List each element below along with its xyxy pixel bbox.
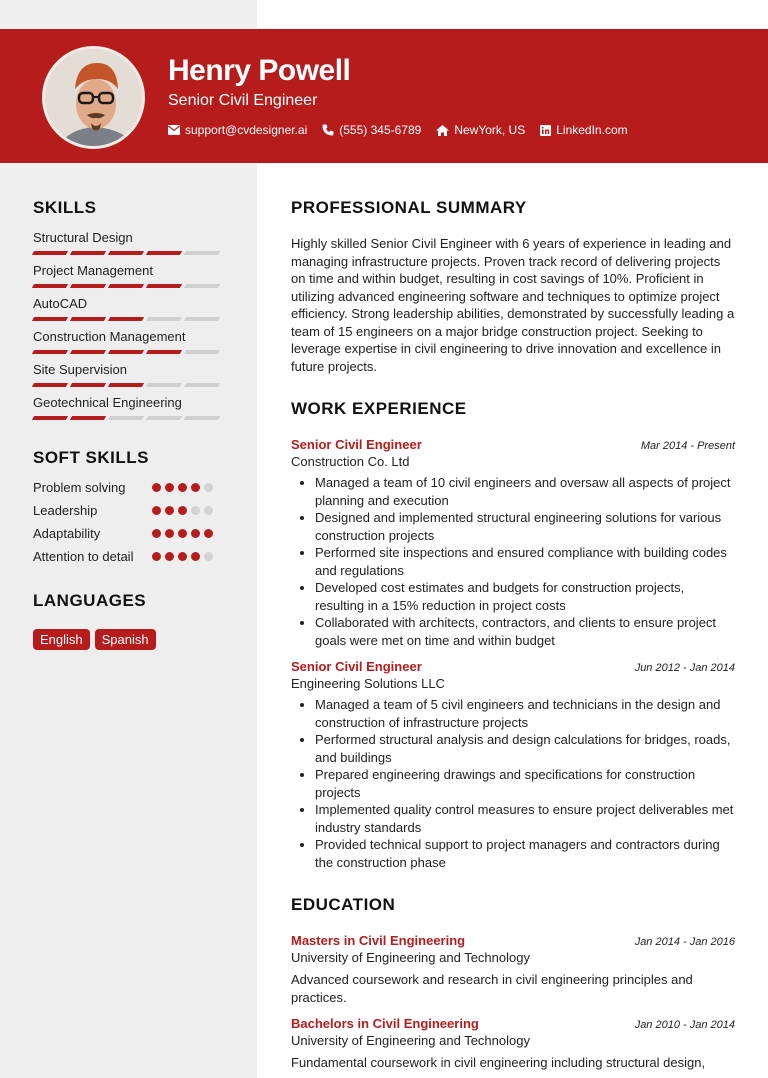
skill-bar-segment — [184, 251, 220, 255]
soft-skill-rating — [152, 483, 213, 496]
skill-label: Structural Design — [33, 230, 133, 245]
skill-bar-segment — [32, 350, 68, 354]
job-bullets — [291, 474, 735, 649]
skills-list — [33, 230, 223, 420]
skill-label: AutoCAD — [33, 296, 88, 311]
soft-skill-rating — [152, 552, 213, 565]
avatar — [42, 46, 145, 149]
rating-dot — [204, 506, 213, 515]
skill-bar — [33, 317, 223, 321]
skill-bar — [33, 383, 223, 387]
contact-email[interactable] — [168, 123, 307, 137]
skill-label: Site Supervision — [33, 362, 127, 377]
rating-dot — [178, 529, 187, 538]
contact-location[interactable] — [436, 123, 525, 137]
list-item: • Designed and implemented structural engineering solutions for various construction projects — [315, 509, 735, 544]
job-title: Senior Civil Engineer — [291, 437, 422, 452]
rating-dot — [204, 552, 213, 561]
list-item: • Provided technical support to project managers and contractors during the construction phase — [315, 836, 735, 871]
job-header — [291, 659, 735, 674]
skill-bar-segment — [184, 350, 220, 354]
skill-item — [33, 395, 223, 420]
soft-skill-label: Adaptability — [33, 526, 101, 541]
list-item: • Developed cost estimates and budgets for construction projects, resulting in a 15% reduction in project costs — [315, 579, 735, 614]
rating-dot — [165, 483, 174, 492]
education-header — [291, 1016, 735, 1031]
home-icon — [436, 125, 449, 136]
skill-bar-segment — [108, 416, 144, 420]
summary-heading: PROFESSIONAL SUMMARY — [291, 198, 527, 217]
skill-item — [33, 230, 223, 255]
soft-skill-label: Leadership — [33, 503, 98, 518]
job-date: Jun 2012 - Jan 2014 — [634, 662, 735, 674]
skill-bar-segment — [108, 383, 144, 387]
education-entry — [291, 933, 735, 1006]
skill-bar-segment — [70, 350, 106, 354]
skill-bar-segment — [184, 317, 220, 321]
rating-dot — [191, 483, 200, 492]
skill-bar — [33, 251, 223, 255]
skill-bar-segment — [108, 251, 144, 255]
list-item: • Collaborated with architects, contractors, and clients to ensure project goals were met on time and within budget — [315, 614, 735, 649]
skill-bar-segment — [184, 383, 220, 387]
education-description: Fundamental coursework in civil engineering including structural design, — [291, 1055, 706, 1070]
rating-dot — [165, 552, 174, 561]
skill-bar-segment — [184, 284, 220, 288]
rating-dot — [165, 506, 174, 515]
job-entry — [291, 437, 735, 649]
rating-dot — [191, 506, 200, 515]
summary-text: Highly skilled Senior Civil Engineer with 6 years of experience in leading and managing infrastructure projects. Proven track record of delivering projects on time and within budget, resulting in cost savings of 10%. Proficient in utilizing advanced engineering software and techniques to optimize project efficiency. Strong leadership abilities, demonstrated by successfully leading a team of 15 engineers on a major bridge construction project. Seeking to leverage expertise in civil engineering to drive innovation and excellence in future projects. — [291, 236, 735, 374]
rating-dot — [178, 506, 187, 515]
skill-bar-segment — [32, 383, 68, 387]
skill-bar-segment — [146, 317, 182, 321]
contact-email-text: support@cvdesigner.ai — [185, 123, 308, 137]
list-item: • Prepared engineering drawings and specifications for construction projects — [315, 766, 735, 801]
education-description: Advanced coursework and research in civil engineering principles and practices. — [291, 972, 693, 1005]
soft-skill-rating — [152, 506, 213, 519]
experience-heading: WORK EXPERIENCE — [291, 399, 467, 418]
list-item: • Performed site inspections and ensured compliance with building codes and regulations — [315, 544, 735, 579]
skill-bar-segment — [70, 383, 106, 387]
soft-skill-rating — [152, 529, 213, 542]
rating-dot — [178, 483, 187, 492]
skill-bar-segment — [70, 251, 106, 255]
candidate-title: Senior Civil Engineer — [168, 92, 318, 109]
skill-bar-segment — [108, 284, 144, 288]
skill-bar-segment — [108, 350, 144, 354]
contact-location-text: NewYork, US — [454, 123, 526, 137]
list-item: • Managed a team of 10 civil engineers and oversaw all aspects of project planning and execution — [315, 474, 735, 509]
soft-skill-label: Attention to detail — [33, 549, 134, 564]
skill-bar-segment — [146, 251, 182, 255]
rating-dot — [152, 483, 161, 492]
job-company: Engineering Solutions LLC — [291, 676, 445, 691]
language-badge: English — [33, 629, 90, 650]
skill-bar-segment — [32, 317, 68, 321]
soft-skills-list — [33, 480, 223, 565]
skill-bar-segment — [146, 416, 182, 420]
education-heading: EDUCATION — [291, 895, 396, 914]
rating-dot — [204, 483, 213, 492]
contact-linkedin-text: LinkedIn.com — [556, 123, 628, 137]
list-item: • Implemented quality control measures to ensure project deliverables met industry standards — [315, 801, 735, 836]
job-header — [291, 437, 735, 452]
soft-skills-heading: SOFT SKILLS — [33, 448, 149, 467]
skill-item — [33, 362, 223, 387]
languages-list — [33, 629, 223, 650]
education-date: Jan 2014 - Jan 2016 — [634, 936, 735, 948]
education-entry — [291, 1016, 735, 1072]
linkedin-icon — [540, 125, 551, 136]
rating-dot — [191, 552, 200, 561]
school-name: University of Engineering and Technology — [291, 950, 530, 965]
soft-skill-label: Problem solving — [33, 480, 126, 495]
skill-bar-segment — [70, 416, 106, 420]
contact-phone[interactable] — [322, 123, 421, 137]
candidate-name: Henry Powell — [168, 54, 351, 87]
skill-bar-segment — [146, 350, 182, 354]
job-bullets — [291, 696, 735, 871]
contact-linkedin[interactable] — [540, 123, 627, 137]
rating-dot — [165, 529, 174, 538]
soft-skill-item — [33, 526, 223, 542]
skills-heading: SKILLS — [33, 198, 97, 217]
skill-bar-segment — [146, 284, 182, 288]
school-name: University of Engineering and Technology — [291, 1033, 530, 1048]
rating-dot — [204, 529, 213, 538]
envelope-icon — [168, 125, 180, 135]
degree-title: Masters in Civil Engineering — [291, 933, 466, 948]
skill-bar-segment — [32, 284, 68, 288]
skill-bar — [33, 350, 223, 354]
list-item: • Managed a team of 5 civil engineers and technicians in the design and construction of infrastructure projects — [315, 696, 735, 731]
rating-dot — [152, 552, 161, 561]
rating-dot — [152, 529, 161, 538]
skill-item — [33, 296, 223, 321]
main-content — [291, 198, 735, 1072]
skill-bar-segment — [108, 317, 144, 321]
rating-dot — [191, 529, 200, 538]
education-header — [291, 933, 735, 948]
soft-skill-item — [33, 549, 223, 565]
job-title: Senior Civil Engineer — [291, 659, 422, 674]
skill-bar-segment — [32, 416, 68, 420]
contact-bar — [168, 123, 628, 137]
rating-dot — [152, 506, 161, 515]
skill-bar — [33, 284, 223, 288]
skill-bar-segment — [184, 416, 220, 420]
skill-bar-segment — [32, 251, 68, 255]
skill-bar — [33, 416, 223, 420]
degree-title: Bachelors in Civil Engineering — [291, 1016, 479, 1031]
job-entry — [291, 659, 735, 871]
soft-skill-item — [33, 503, 223, 519]
job-date: Mar 2014 - Present — [640, 440, 735, 452]
phone-icon — [322, 124, 334, 136]
education-date: Jan 2010 - Jan 2014 — [634, 1019, 735, 1031]
contact-phone-text: (555) 345-6789 — [339, 123, 422, 137]
skill-bar-segment — [146, 383, 182, 387]
skill-item — [33, 329, 223, 354]
language-badge: Spanish — [95, 629, 156, 650]
skill-label: Construction Management — [33, 329, 186, 344]
skill-item — [33, 263, 223, 288]
languages-heading: LANGUAGES — [33, 591, 147, 610]
skill-label: Project Management — [33, 263, 153, 278]
skill-label: Geotechnical Engineering — [33, 395, 182, 410]
rating-dot — [178, 552, 187, 561]
list-item: • Performed structural analysis and design calculations for bridges, roads, and buildings — [315, 731, 735, 766]
job-company: Construction Co. Ltd — [291, 454, 410, 469]
sidebar — [33, 198, 223, 650]
skill-bar-segment — [70, 317, 106, 321]
soft-skill-item — [33, 480, 223, 496]
skill-bar-segment — [70, 284, 106, 288]
